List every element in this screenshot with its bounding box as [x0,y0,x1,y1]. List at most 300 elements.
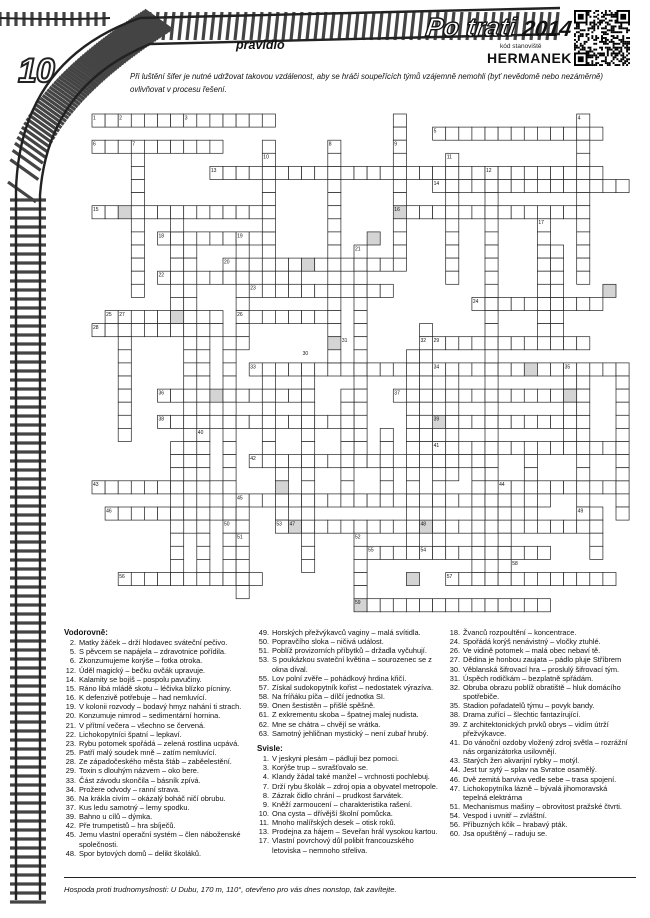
grid-cell[interactable] [406,481,419,494]
grid-cell[interactable] [511,127,524,140]
grid-cell[interactable] [171,533,184,546]
grid-cell[interactable] [289,494,302,507]
grid-cell[interactable] [367,494,380,507]
grid-cell[interactable] [537,180,550,193]
grid-cell[interactable] [144,573,157,586]
grid-cell[interactable] [577,140,590,153]
grid-cell[interactable] [616,415,629,428]
grid-cell[interactable] [302,389,315,402]
grid-cell[interactable] [171,494,184,507]
grid-cell[interactable] [171,468,184,481]
grid-cell[interactable] [577,520,590,533]
grid-cell[interactable] [564,481,577,494]
grid-cell[interactable] [171,245,184,258]
grid-cell[interactable] [564,297,577,310]
grid-cell[interactable] [551,297,564,310]
grid-cell[interactable] [131,153,144,166]
grid-cell[interactable] [537,442,550,455]
grid-cell[interactable] [328,415,341,428]
grid-cell[interactable] [406,166,419,179]
grid-cell[interactable] [433,494,446,507]
grid-cell[interactable] [524,546,537,559]
grid-cell[interactable] [459,166,472,179]
grid-cell[interactable] [590,297,603,310]
grid-cell[interactable] [393,127,406,140]
grid-cell[interactable] [171,206,184,219]
grid-cell[interactable] [328,271,341,284]
grid-cell[interactable] [302,166,315,179]
grid-cell[interactable] [262,271,275,284]
grid-cell[interactable] [564,428,577,441]
grid-cell[interactable] [367,455,380,468]
grid-cell[interactable] [131,232,144,245]
grid-cell[interactable] [341,166,354,179]
grid-cell[interactable] [446,455,459,468]
grid-cell[interactable] [341,442,354,455]
grid-cell[interactable] [328,520,341,533]
grid-cell[interactable] [537,520,550,533]
grid-cell[interactable] [302,546,315,559]
grid-cell[interactable] [367,520,380,533]
grid-cell[interactable] [158,140,171,153]
grid-cell[interactable] [171,284,184,297]
grid-cell[interactable] [498,520,511,533]
grid-cell[interactable] [420,415,433,428]
grid-cell[interactable] [485,494,498,507]
grid-cell[interactable] [498,442,511,455]
grid-cell[interactable] [524,442,537,455]
grid-cell[interactable] [289,415,302,428]
grid-cell[interactable] [564,415,577,428]
grid-cell[interactable] [249,258,262,271]
grid-cell[interactable] [131,258,144,271]
grid-cell[interactable] [210,481,223,494]
grid-cell[interactable] [131,206,144,219]
grid-cell[interactable] [315,455,328,468]
grid-cell[interactable] [184,468,197,481]
grid-cell[interactable] [249,232,262,245]
grid-cell[interactable] [249,389,262,402]
grid-cell[interactable] [577,481,590,494]
grid-cell[interactable] [210,311,223,324]
grid-cell[interactable] [459,180,472,193]
grid-cell[interactable] [537,363,550,376]
grid-cell[interactable] [537,271,550,284]
grid-cell[interactable] [564,166,577,179]
grid-cell[interactable] [223,428,236,441]
grid-cell[interactable] [472,455,485,468]
grid-cell[interactable] [485,389,498,402]
grid-cell[interactable] [354,559,367,572]
grid-cell[interactable] [380,428,393,441]
grid-cell[interactable] [302,533,315,546]
grid-cell[interactable] [498,389,511,402]
grid-cell[interactable] [144,206,157,219]
grid-cell[interactable] [446,180,459,193]
grid-cell[interactable] [315,415,328,428]
grid-cell[interactable] [328,494,341,507]
grid-cell[interactable] [616,468,629,481]
grid-cell[interactable] [341,481,354,494]
grid-cell[interactable] [197,520,210,533]
grid-cell[interactable] [524,468,537,481]
grid-cell[interactable] [577,297,590,310]
grid-cell[interactable] [420,376,433,389]
grid-cell[interactable] [446,376,459,389]
grid-cell[interactable] [393,546,406,559]
grid-cell[interactable] [406,363,419,376]
grid-cell[interactable] [223,350,236,363]
grid-cell[interactable] [197,494,210,507]
grid-cell[interactable] [315,166,328,179]
grid-cell[interactable] [564,573,577,586]
grid-cell[interactable] [197,507,210,520]
grid-cell[interactable] [577,573,590,586]
grid-cell[interactable] [537,284,550,297]
grid-cell[interactable] [131,180,144,193]
grid-cell[interactable] [341,363,354,376]
grid-cell[interactable] [275,494,288,507]
grid-cell[interactable] [393,166,406,179]
grid-cell[interactable] [275,455,288,468]
grid-cell[interactable] [420,206,433,219]
grid-cell[interactable] [485,193,498,206]
grid-cell[interactable] [354,494,367,507]
grid-cell[interactable] [472,180,485,193]
grid-cell[interactable] [184,245,197,258]
grid-cell[interactable] [564,376,577,389]
grid-cell[interactable] [420,363,433,376]
grid-cell[interactable] [524,520,537,533]
grid-cell[interactable] [171,140,184,153]
grid-cell[interactable] [223,402,236,415]
grid-cell[interactable] [367,232,380,245]
grid-cell[interactable] [590,481,603,494]
grid-cell[interactable] [197,481,210,494]
grid-cell[interactable] [511,481,524,494]
grid-cell[interactable] [197,140,210,153]
grid-cell[interactable] [472,468,485,481]
grid-cell[interactable] [184,350,197,363]
grid-cell[interactable] [446,232,459,245]
grid-cell[interactable] [524,166,537,179]
grid-cell[interactable] [393,153,406,166]
grid-cell[interactable] [590,363,603,376]
grid-cell[interactable] [498,363,511,376]
grid-cell[interactable] [131,193,144,206]
grid-cell[interactable] [262,206,275,219]
grid-cell[interactable] [354,284,367,297]
grid-cell[interactable] [485,219,498,232]
grid-cell[interactable] [446,337,459,350]
grid-cell[interactable] [551,324,564,337]
grid-cell[interactable] [236,337,249,350]
grid-cell[interactable] [485,324,498,337]
grid-cell[interactable] [367,599,380,612]
grid-cell[interactable] [616,507,629,520]
grid-cell[interactable] [158,206,171,219]
grid-cell[interactable] [105,114,118,127]
grid-cell[interactable] [328,193,341,206]
grid-cell[interactable] [118,376,131,389]
grid-cell[interactable] [551,481,564,494]
grid-cell[interactable] [354,324,367,337]
grid-cell[interactable] [131,481,144,494]
grid-cell[interactable] [472,494,485,507]
grid-cell[interactable] [537,232,550,245]
grid-cell[interactable] [472,533,485,546]
grid-cell[interactable] [197,311,210,324]
grid-cell[interactable] [144,324,157,337]
grid-cell[interactable] [184,311,197,324]
grid-cell[interactable] [577,245,590,258]
grid-cell[interactable] [118,350,131,363]
grid-cell[interactable] [197,363,210,376]
grid-cell[interactable] [171,114,184,127]
grid-cell[interactable] [341,389,354,402]
grid-cell[interactable] [289,284,302,297]
grid-cell[interactable] [302,520,315,533]
grid-cell[interactable] [616,376,629,389]
grid-cell[interactable] [498,180,511,193]
grid-cell[interactable] [420,442,433,455]
grid-cell[interactable] [275,507,288,520]
grid-cell[interactable] [328,350,341,363]
grid-cell[interactable] [485,180,498,193]
grid-cell[interactable] [158,507,171,520]
grid-cell[interactable] [511,180,524,193]
grid-cell[interactable] [537,311,550,324]
grid-cell[interactable] [118,507,131,520]
grid-cell[interactable] [210,507,223,520]
grid-cell[interactable] [131,573,144,586]
grid-cell[interactable] [354,455,367,468]
grid-cell[interactable] [446,258,459,271]
grid-cell[interactable] [328,166,341,179]
grid-cell[interactable] [498,494,511,507]
grid-cell[interactable] [590,507,603,520]
grid-cell[interactable] [524,415,537,428]
grid-cell[interactable] [551,337,564,350]
grid-cell[interactable] [420,402,433,415]
grid-cell[interactable] [131,311,144,324]
grid-cell[interactable] [184,428,197,441]
grid-cell[interactable] [564,402,577,415]
grid-cell[interactable] [564,337,577,350]
grid-cell[interactable] [393,232,406,245]
grid-cell[interactable] [223,455,236,468]
grid-cell[interactable] [236,258,249,271]
grid-cell[interactable] [485,520,498,533]
grid-cell[interactable] [577,376,590,389]
grid-cell[interactable] [367,258,380,271]
grid-cell[interactable] [302,455,315,468]
grid-cell[interactable] [184,402,197,415]
grid-cell[interactable] [171,324,184,337]
grid-cell[interactable] [118,324,131,337]
grid-cell[interactable] [289,363,302,376]
grid-cell[interactable] [171,311,184,324]
grid-cell[interactable] [223,389,236,402]
grid-cell[interactable] [393,363,406,376]
grid-cell[interactable] [380,166,393,179]
grid-cell[interactable] [616,389,629,402]
grid-cell[interactable] [446,245,459,258]
grid-cell[interactable] [184,232,197,245]
grid-cell[interactable] [459,573,472,586]
grid-cell[interactable] [603,284,616,297]
grid-cell[interactable] [328,297,341,310]
grid-cell[interactable] [511,520,524,533]
grid-cell[interactable] [302,428,315,441]
grid-cell[interactable] [236,546,249,559]
grid-cell[interactable] [184,442,197,455]
grid-cell[interactable] [393,114,406,127]
grid-cell[interactable] [459,363,472,376]
grid-cell[interactable] [341,284,354,297]
grid-cell[interactable] [511,599,524,612]
grid-cell[interactable] [275,166,288,179]
grid-cell[interactable] [524,180,537,193]
grid-cell[interactable] [551,284,564,297]
grid-cell[interactable] [524,455,537,468]
grid-cell[interactable] [354,311,367,324]
grid-cell[interactable] [485,363,498,376]
grid-cell[interactable] [420,166,433,179]
grid-cell[interactable] [590,546,603,559]
grid-cell[interactable] [197,389,210,402]
grid-cell[interactable] [131,166,144,179]
grid-cell[interactable] [577,415,590,428]
grid-cell[interactable] [511,415,524,428]
grid-cell[interactable] [171,232,184,245]
grid-cell[interactable] [498,337,511,350]
grid-cell[interactable] [577,153,590,166]
grid-cell[interactable] [590,520,603,533]
grid-cell[interactable] [105,206,118,219]
grid-cell[interactable] [275,271,288,284]
grid-cell[interactable] [131,324,144,337]
grid-cell[interactable] [485,271,498,284]
grid-cell[interactable] [197,232,210,245]
grid-cell[interactable] [406,389,419,402]
grid-cell[interactable] [131,271,144,284]
grid-cell[interactable] [262,140,275,153]
grid-cell[interactable] [354,350,367,363]
grid-cell[interactable] [420,494,433,507]
grid-cell[interactable] [302,284,315,297]
grid-cell[interactable] [197,468,210,481]
grid-cell[interactable] [551,180,564,193]
grid-cell[interactable] [551,389,564,402]
grid-cell[interactable] [393,219,406,232]
grid-cell[interactable] [236,297,249,310]
grid-cell[interactable] [420,350,433,363]
grid-cell[interactable] [171,573,184,586]
grid-cell[interactable] [446,206,459,219]
grid-cell[interactable] [524,573,537,586]
grid-cell[interactable] [433,468,446,481]
grid-cell[interactable] [406,415,419,428]
grid-cell[interactable] [302,376,315,389]
grid-cell[interactable] [184,297,197,310]
grid-cell[interactable] [315,258,328,271]
grid-cell[interactable] [236,324,249,337]
grid-cell[interactable] [485,468,498,481]
grid-cell[interactable] [393,455,406,468]
grid-cell[interactable] [590,442,603,455]
grid-cell[interactable] [354,586,367,599]
grid-cell[interactable] [551,442,564,455]
grid-cell[interactable] [537,127,550,140]
grid-cell[interactable] [406,442,419,455]
grid-cell[interactable] [420,428,433,441]
grid-cell[interactable] [302,258,315,271]
grid-cell[interactable] [262,402,275,415]
grid-cell[interactable] [131,284,144,297]
grid-cell[interactable] [158,311,171,324]
grid-cell[interactable] [236,166,249,179]
grid-cell[interactable] [577,337,590,350]
grid-cell[interactable] [472,337,485,350]
grid-cell[interactable] [380,520,393,533]
grid-cell[interactable] [262,180,275,193]
grid-cell[interactable] [354,442,367,455]
grid-cell[interactable] [315,284,328,297]
grid-cell[interactable] [498,127,511,140]
grid-cell[interactable] [236,507,249,520]
grid-cell[interactable] [446,193,459,206]
grid-cell[interactable] [551,127,564,140]
grid-cell[interactable] [537,481,550,494]
grid-cell[interactable] [262,428,275,441]
grid-cell[interactable] [472,481,485,494]
grid-cell[interactable] [524,494,537,507]
grid-cell[interactable] [406,468,419,481]
grid-cell[interactable] [577,389,590,402]
grid-cell[interactable] [524,507,537,520]
grid-cell[interactable] [524,206,537,219]
grid-cell[interactable] [354,166,367,179]
grid-cell[interactable] [275,481,288,494]
grid-cell[interactable] [210,573,223,586]
grid-cell[interactable] [459,494,472,507]
grid-cell[interactable] [380,468,393,481]
grid-cell[interactable] [223,206,236,219]
grid-cell[interactable] [406,507,419,520]
grid-cell[interactable] [616,494,629,507]
grid-cell[interactable] [223,166,236,179]
grid-cell[interactable] [616,428,629,441]
grid-cell[interactable] [537,245,550,258]
grid-cell[interactable] [577,232,590,245]
grid-cell[interactable] [485,245,498,258]
grid-cell[interactable] [341,468,354,481]
grid-cell[interactable] [158,324,171,337]
grid-cell[interactable] [551,206,564,219]
grid-cell[interactable] [171,415,184,428]
grid-cell[interactable] [197,415,210,428]
grid-cell[interactable] [210,206,223,219]
grid-cell[interactable] [380,599,393,612]
grid-cell[interactable] [171,481,184,494]
grid-cell[interactable] [406,520,419,533]
grid-cell[interactable] [446,494,459,507]
grid-cell[interactable] [485,127,498,140]
grid-cell[interactable] [262,166,275,179]
grid-cell[interactable] [328,180,341,193]
grid-cell[interactable] [498,573,511,586]
